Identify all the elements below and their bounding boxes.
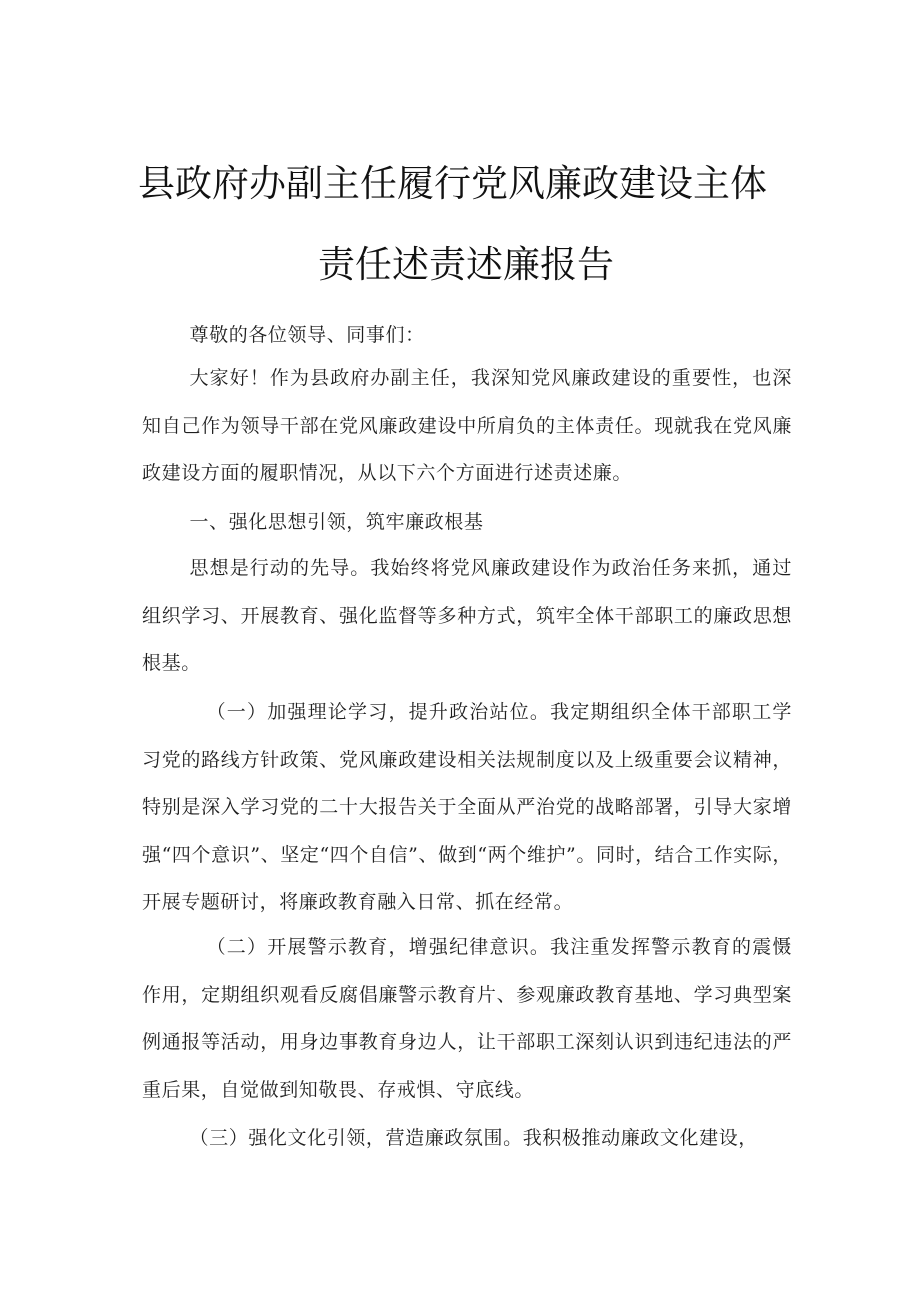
greeting-paragraph [142,312,792,360]
item-2-paragraph [142,924,792,1114]
section-1-intro-text: 思想是行动的先导。我始终将党风廉政建设作为政治任务来抓，通过组织学习、开展教育、强化监督等多种方式，筑牢全体干部职工的廉政思想根基。 [142,557,792,674]
item-3-text: （三）强化文化引领，营造廉政氛围。我积极推动廉政文化建设， [189,1127,758,1149]
item-3-paragraph [142,1115,792,1163]
greeting-text: 尊敬的各位领导、同事们： [189,324,425,346]
item-1-text: （一）加强理论学习，提升政治站位。我定期组织全体干部职工学习党的路线方针政策、党风廉政建设相关法规制度以及上级重要会议精神，特别是深入学习党的二十大报告关于全面从严治党的战略部署，引导大家增强“四个意识”、坚定“四个自信”、做到“两个维护”。同时，结合工作实际，开展专题研讨，将廉政教育融入日常、抓在经常。 [142,701,792,913]
document-title-line-2: 责任述责述廉报告 [318,243,614,286]
item-1-paragraph [142,689,792,927]
document-title-line-1: 县政府办副主任履行党风廉政建设主体 [138,162,767,205]
section-1-heading-text: 一、强化思想引领，筑牢廉政根基 [189,511,484,533]
intro-text: 大家好！作为县政府办副主任，我深知党风廉政建设的重要性，也深知自己作为领导干部在党风廉政建设中所肩负的主体责任。现就我在党风廉政建设方面的履职情况，从以下六个方面进行述责述廉。 [142,367,792,484]
section-1-intro-paragraph [142,545,792,688]
section-1-heading [142,499,792,547]
intro-paragraph [142,355,792,498]
item-2-text: （二）开展警示教育，增强纪律意识。我注重发挥警示教育的震慑作用，定期组织观看反腐倡廉警示教育片、参观廉政教育基地、学习典型案例通报等活动，用身边事教育身边人，让干部职工深刻认识到违纪违法的严重后果，自觉做到知敬畏、存戒惧、守底线。 [142,936,792,1101]
